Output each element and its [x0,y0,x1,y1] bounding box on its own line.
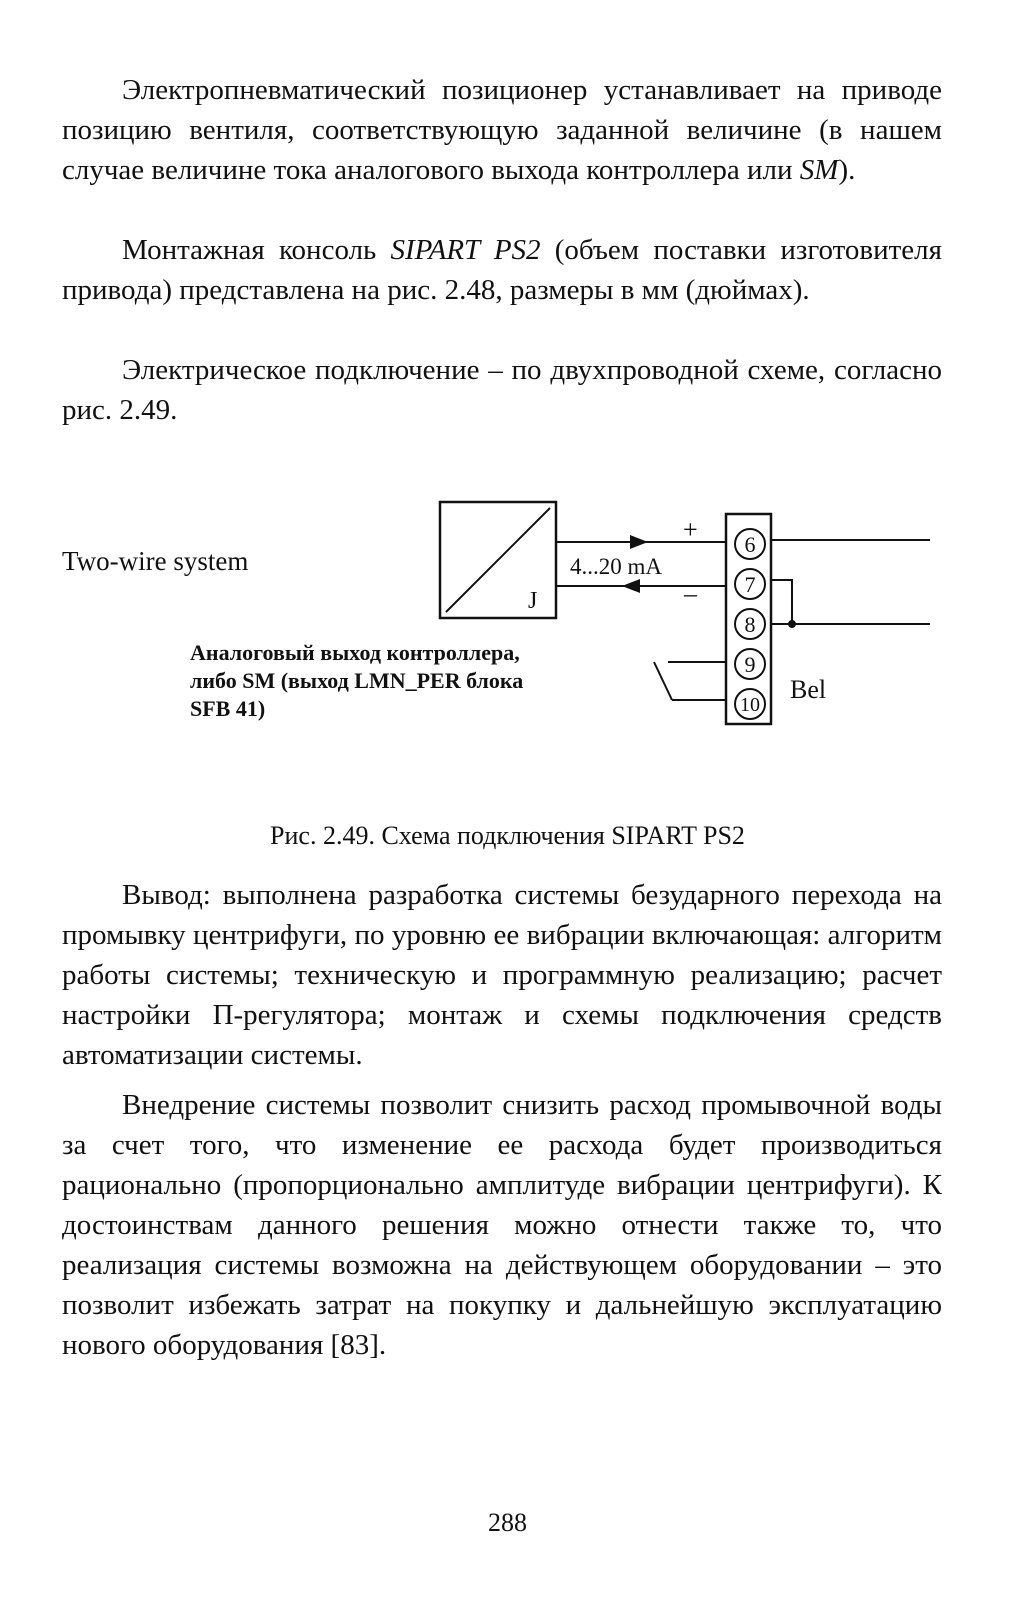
page-number: 288 [488,1508,527,1537]
controller-note-line: либо SM (выход LMN_PER блока [190,668,524,693]
terminal-label: 9 [744,652,756,677]
controller-note-line: Аналоговый выход контроллера, [190,640,520,665]
junction-dot [788,620,796,628]
bel-label: Bel [790,675,827,704]
paragraph-conclusion: Вывод: выполнена разработка системы безударного перехода на промывку центрифуги, по уровню ее вибрации включающая: алгоритм работы системы; техническую и программную реализацию; расчет настройки П-регулятора; монтаж и схемы подключения средств автоматизации системы. [62,879,942,1071]
italic-term: SM [799,154,839,186]
terminal-block [726,514,771,724]
two-wire-system-label: Two-wire system [62,546,249,576]
source-j-label: J [528,588,538,614]
paragraph-connection: Электрическое подключение – по двухпроводной схеме, согласно рис. 2.49. [62,354,942,426]
terminal-label: 8 [744,612,756,637]
paragraph-implementation: Внедрение системы позволит снизить расход промывочной воды за счет того, что изменение ее расхода будет производиться рационально (пропорционально амплитуде вибрации центрифуги). К достоинствам данного решения можно отнести также то, что реализация системы возможна на действующем оборудовании – это позволит избежать затрат на покупку и дальнейшую эксплуатацию нового оборудования [83]. [62,1089,942,1361]
arrow-right-icon [630,535,648,549]
terminal-label: 6 [744,532,756,557]
minus-sign: – [684,579,697,608]
paragraph-text: Электропневматический позиционер устанавливает на приводе позицию вентиля, соответствующую заданной величине (в нашем случае величине тока аналогового выхода контроллера или [62,74,942,186]
paragraph-text: Монтажная консоль [122,234,391,266]
arrow-left-icon [622,579,640,593]
current-range-label: 4...20 mA [570,554,662,579]
plus-sign: + [683,515,698,544]
paragraph-text: (объем поставки изготовителя привода) представлена на рис. 2.48, размеры в мм (дюймах). [62,234,942,306]
figure-caption: Рис. 2.49. Схема подключения SIPART PS2 [270,821,745,850]
paragraph-console [62,230,942,310]
controller-note [190,640,523,721]
paragraph-positioner [62,70,942,190]
terminal-label: 7 [744,572,756,597]
wiring-diagram [0,490,1015,750]
italic-term: SIPART PS2 [390,234,541,266]
current-source-block [440,502,556,618]
paragraph-text: ). [838,154,856,186]
controller-note-line: SFB 41) [190,696,266,721]
terminal-label: 10 [740,694,760,716]
